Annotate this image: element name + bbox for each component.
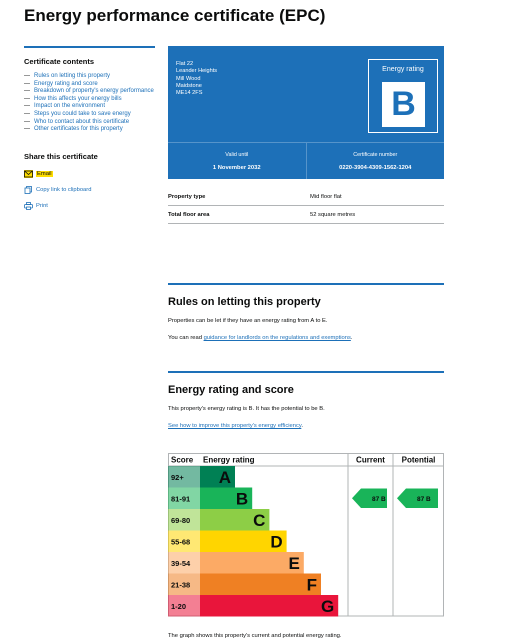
band-score-label: 81-91 [171,494,191,504]
band-score-label: 69-80 [171,515,191,525]
copy-link-button[interactable]: Copy link to clipboard [24,186,155,194]
summary-row: Property type Mid floor flat [168,188,444,206]
contents-item[interactable]: — Who to contact about this certificate [24,118,130,125]
band-letter: D [270,532,283,552]
certificate-number: Certificate number 0220-3904-4309-1562-1204 [339,152,412,171]
band-bar [200,574,321,596]
epc-rating-chart [168,453,444,620]
energy-rating-heading: Energy rating and score [168,384,294,396]
band-letter: G [320,596,335,616]
current-rating-score: 87 B [372,495,386,503]
certificate-card [168,48,444,142]
contents-item[interactable]: — Steps you could take to save energy [24,110,131,117]
potential-rating-score: 87 B [417,495,431,503]
print-button[interactable]: Print [24,202,155,210]
property-summary [168,188,444,224]
energy-rating-section [168,371,444,639]
property-address: Flat 22 Leander Heights Mill Wood Maidstone ME14 2FS [176,61,218,97]
contents-heading: Certificate contents [24,57,95,66]
graph-note: The graph shows this property's current and potential energy rating. [168,633,342,639]
band-letter: C [253,510,266,530]
band-score-label: 1-20 [171,601,187,611]
current-header: Current [356,455,385,465]
contents-item[interactable]: — Rules on letting this property [24,73,111,79]
band-letter: B [235,489,249,509]
improve-paragraph: See how to improve this property's energy efficiency. [168,423,303,429]
epc-chart-svg [168,453,444,620]
contents-item[interactable]: — How this affects your energy bills [24,95,122,102]
band-score-label: 92+ [171,472,184,482]
contents-item[interactable]: — Breakdown of property's energy performance [24,88,154,95]
band-score-label: 39-54 [171,558,191,568]
contents-item[interactable]: — Energy rating and score [24,80,98,87]
score-header: Score [171,455,194,465]
copy-icon [24,186,33,194]
letting-paragraph: Properties can be let if they have an energy rating from A to E. [168,318,328,324]
contents-item[interactable]: — Other certificates for this property [24,126,123,133]
band-bar [200,595,338,617]
improve-efficiency-link[interactable]: See how to improve this property's energy efficiency [168,423,302,429]
letting-heading: Rules on letting this property [168,296,321,308]
potential-header: Potential [401,455,436,465]
section-divider [168,371,444,373]
certificate-footer [168,142,444,179]
energy-rating-letter: B [382,82,425,127]
valid-until: Valid until 1 November 2032 [168,143,307,179]
contents-item[interactable]: — Impact on the environment [24,103,106,110]
rating-header: Energy rating [203,455,255,465]
band-score-label: 55-68 [171,537,191,547]
band-score-label: 21-38 [171,580,191,590]
page-title: Energy performance certificate (EPC) [24,6,326,25]
printer-icon [24,202,33,210]
energy-rating-box [368,59,438,133]
sidebar [24,46,155,210]
summary-row: Total floor area 52 square metres [168,206,444,224]
energy-rating-paragraph: This property's energy rating is B. It has the potential to be B. [168,406,325,412]
main-content [168,46,444,639]
landlord-guidance-link[interactable]: guidance for landlords on the regulations and exemptions [203,335,351,341]
sidebar-divider [24,46,155,48]
section-divider [168,283,444,285]
email-share-link[interactable]: Email [24,170,155,178]
band-letter: E [288,553,300,573]
share-heading: Share this certificate [24,151,98,161]
contents-list [24,73,155,134]
band-letter: A [218,467,231,487]
letting-section [168,283,444,342]
letting-guidance-paragraph: You can read guidance for landlords on the regulations and exemptions. [168,335,353,341]
envelope-icon [24,170,33,178]
energy-rating-label: Energy rating [382,66,424,73]
band-letter: F [306,575,317,595]
